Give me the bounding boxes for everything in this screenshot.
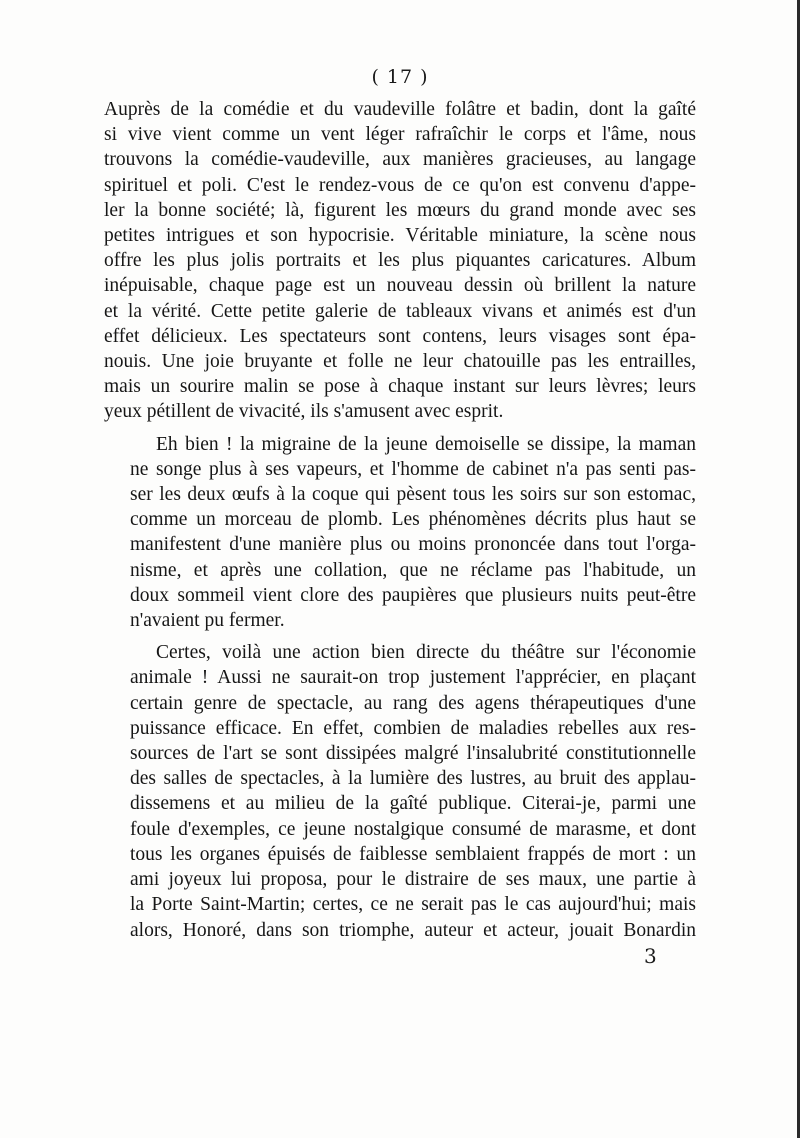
text-line: mais un sourire malin se pose à chaque instant sur leurs lèvres; leurs — [104, 376, 696, 398]
text-line: Auprès de la comédie et du vaudeville folâtre et badin, dont la gaîté — [104, 99, 696, 120]
paragraph-3 — [104, 640, 696, 942]
text-line: inépuisable, chaque page est un nouveau dessin où brillent la nature — [104, 275, 696, 297]
signature-mark: 3 — [644, 944, 657, 968]
text-line: Certes, voilà une action bien directe du théâtre sur l'économie — [156, 642, 696, 664]
text-line: alors, Honoré, dans son triomphe, auteur et acteur, jouait Bonardin — [130, 919, 696, 941]
text-line: si vive vient comme un vent léger rafraîchir le corps et l'âme, nous — [104, 124, 696, 146]
text-line: nisme, et après une collation, que ne réclame pas l'habitude, un — [130, 559, 696, 581]
text-line: certain genre de spectacle, au rang des agens thérapeutiques d'une — [130, 692, 696, 714]
text-line: yeux pétillent de vivacité, ils s'amusent avec esprit. — [104, 401, 504, 423]
text-line: ne songe plus à ses vapeurs, et l'homme de cabinet n'a pas senti pas- — [130, 458, 696, 480]
text-line: ler la bonne société; là, figurent les mœurs du grand monde avec ses — [104, 199, 696, 221]
text-line: la Porte Saint-Martin; certes, ce ne serait pas le cas aujourd'hui; mais — [130, 894, 696, 916]
text-line: dissemens et au milieu de la gaîté publique. Citerai-je, parmi une — [130, 793, 696, 815]
text-line: et la vérité. Cette petite galerie de tableaux vivans et animés est d'un — [104, 300, 696, 322]
paragraph-1 — [104, 97, 696, 425]
paragraph-2 — [104, 432, 696, 634]
text-line: animale ! Aussi ne saurait-on trop justement l'apprécier, en plaçant — [130, 667, 696, 689]
text-line: effet délicieux. Les spectateurs sont contens, leurs visages sont épa- — [104, 325, 696, 347]
text-line: sources de l'art se sont dissipées malgré l'insalubrité constitutionnelle — [130, 743, 696, 765]
text-line: nouis. Une joie bruyante et folle ne leur chatouille pas les entrailles, — [104, 351, 696, 373]
text-line: des salles de spectacles, à la lumière des lustres, au bruit des applau- — [130, 768, 696, 790]
body-text — [104, 97, 696, 943]
text-line: comme un morceau de plomb. Les phénomènes décrits plus haut se — [130, 509, 696, 531]
text-line: Eh bien ! la migraine de la jeune demoiselle se dissipe, la maman — [156, 433, 696, 455]
text-line: doux sommeil vient clore des paupières que plusieurs nuits peut-être — [130, 584, 696, 606]
text-line: trouvons la comédie-vaudeville, aux manières gracieuses, au langage — [104, 149, 696, 171]
text-line: n'avaient pu fermer. — [130, 610, 285, 632]
text-line: ami joyeux lui proposa, pour le distraire de ses maux, une partie à — [130, 869, 696, 891]
text-line: foule d'exemples, ce jeune nostalgique consumé de marasme, et dont — [130, 818, 696, 840]
text-line: ser les deux œufs à la coque qui pèsent tous les soirs sur son estomac, — [130, 484, 696, 506]
text-line: tous les organes épuisés de faiblesse semblaient frappés de mort : un — [130, 843, 696, 865]
text-line: offre les plus jolis portraits et les plus piquantes caricatures. Album — [104, 250, 696, 272]
text-line: petites intrigues et son hypocrisie. Véritable miniature, la scène nous — [104, 225, 696, 247]
text-line: puissance efficace. En effet, combien de maladies rebelles aux res- — [130, 717, 696, 739]
page-number: ( 17 ) — [371, 66, 429, 88]
text-line: manifestent d'une manière plus ou moins prononcée dans tout l'orga- — [130, 534, 696, 556]
text-line: spirituel et poli. C'est le rendez-vous de ce qu'on est convenu d'appe- — [104, 174, 696, 196]
